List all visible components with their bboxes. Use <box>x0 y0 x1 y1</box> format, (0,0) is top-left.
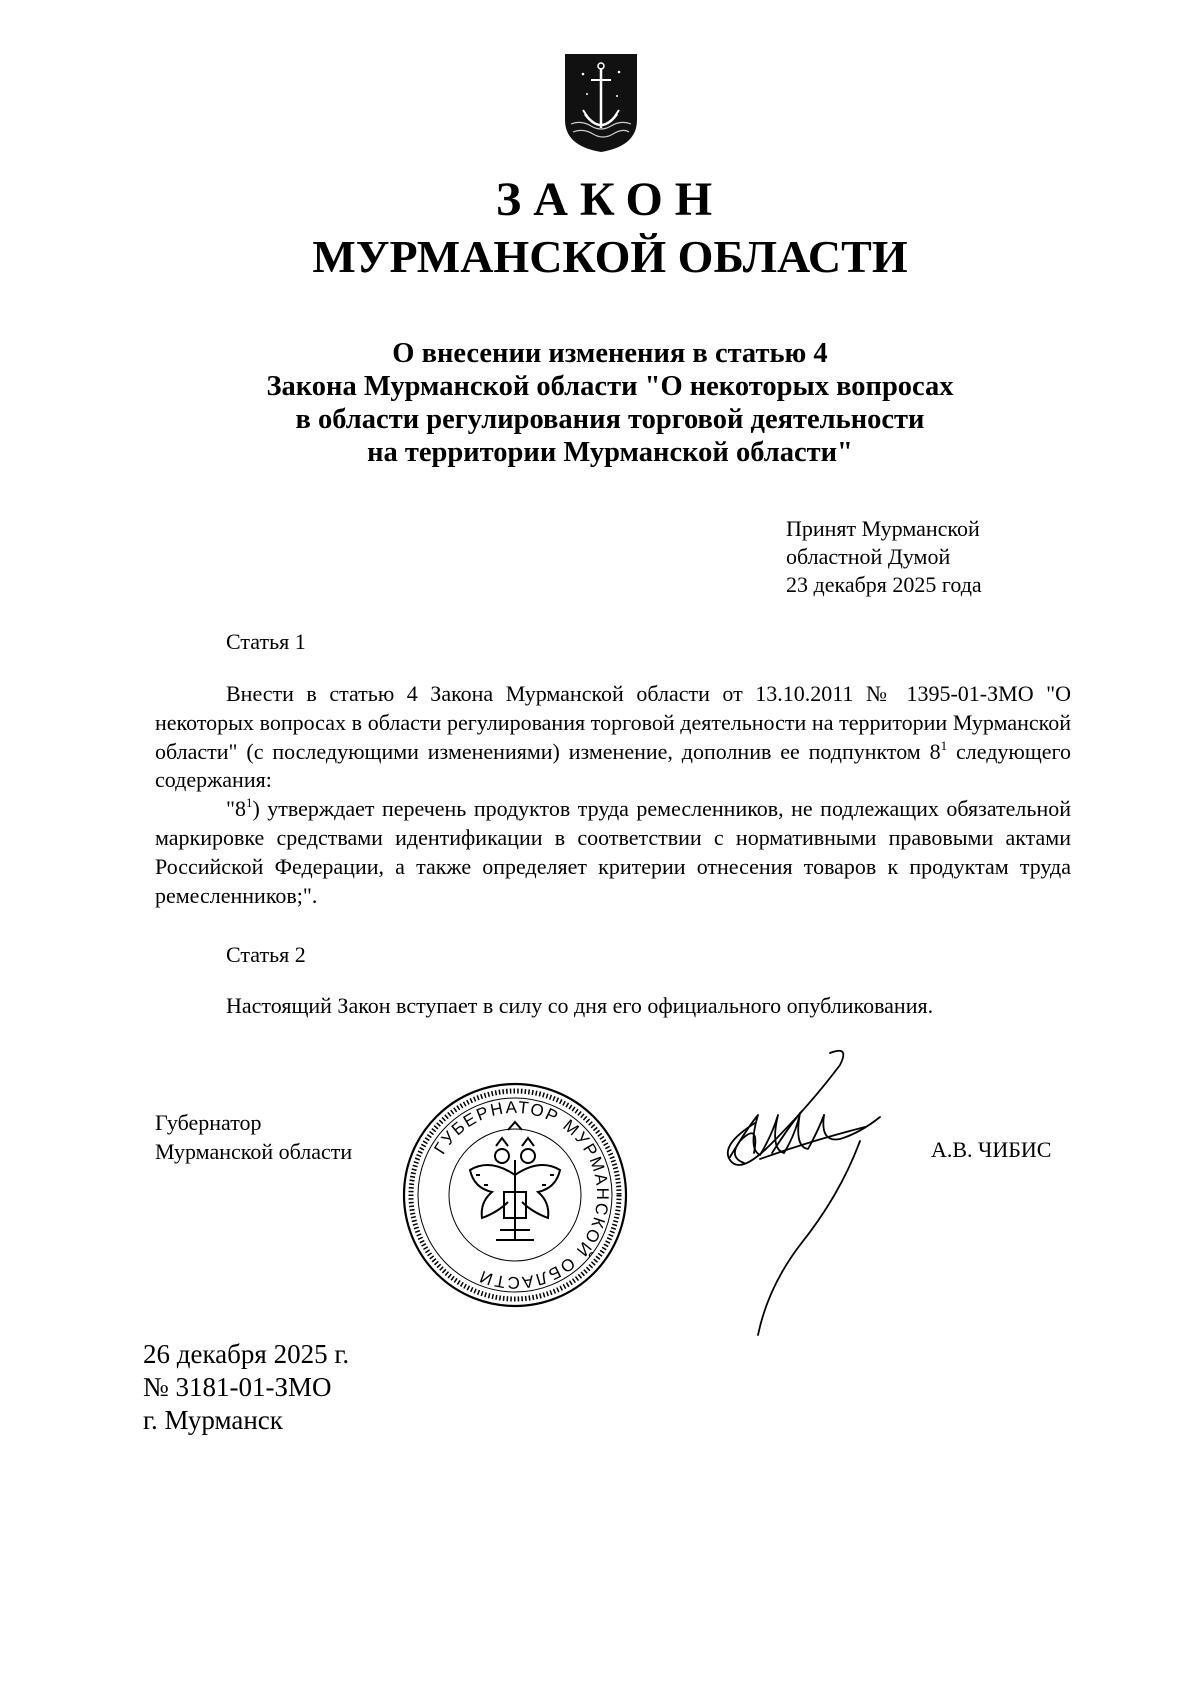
heading-line: в области регулирования торговой деятельности <box>295 404 925 435</box>
governor-seal-icon <box>400 1080 630 1310</box>
adoption-line: Принят Мурманской <box>786 516 980 541</box>
article-1-paragraph: Внести в статью 4 Закона Мурманской области от 13.10.2011 № 1395-01-ЗМО "О некоторых вопросах в области регулирования торговой деятельности на территории Мурманской области" (с последующими изменениями) изменение, дополнив ее подпунктом $8^1$ следующего содержания: <box>155 681 1072 793</box>
signatory-name: А.В. ЧИБИС <box>931 1137 1052 1162</box>
handwritten-signature-icon <box>700 1045 920 1355</box>
seal-text: ГУБЕРНАТОР МУРМАНСКОЙ ОБЛАСТИ <box>430 1097 613 1293</box>
signatory-position-line: Губернатор <box>155 1110 262 1135</box>
signatory-position-line: Мурманской области <box>155 1139 353 1164</box>
heading-line: Закона Мурманской области "О некоторых вопросах <box>266 371 954 402</box>
article-1-subitem: "$8^1$) утверждает перечень продуктов труда ремесленников, не подлежащих обязательной маркировке средствами идентификации в соответствии с нормативными правовыми актами Российской Федерации, а также определяет критерии отнесения товаров к продуктам труда ремесленников;". <box>155 795 1071 908</box>
murmansk-coat-of-arms-icon <box>561 50 641 154</box>
article-2-body <box>155 992 1071 1021</box>
article-2-paragraph: Настоящий Закон вступает в силу со дня его официального опубликования. <box>226 993 934 1018</box>
article-2-title: Статья 2 <box>226 942 306 967</box>
article-1-body <box>155 680 1071 910</box>
document-subtitle: МУРМАНСКОЙ ОБЛАСТИ <box>312 231 908 282</box>
heading-line: на территории Мурманской области" <box>367 437 853 468</box>
registration-date: 26 декабря 2025 г. <box>143 1339 350 1369</box>
law-heading <box>150 337 1070 469</box>
registration-number: № 3181-01-ЗМО <box>143 1372 332 1402</box>
document-title: ЗАКОН <box>495 173 725 226</box>
adoption-note <box>786 515 982 599</box>
adoption-line: областной Думой <box>786 544 951 569</box>
heading-line: О внесении изменения в статью 4 <box>392 338 828 369</box>
signatory-position <box>155 1108 352 1166</box>
registration-city: г. Мурманск <box>143 1405 283 1435</box>
adoption-line: 23 декабря 2025 года <box>786 572 982 597</box>
article-1-title: Статья 1 <box>226 629 306 654</box>
registration-block <box>143 1338 349 1437</box>
